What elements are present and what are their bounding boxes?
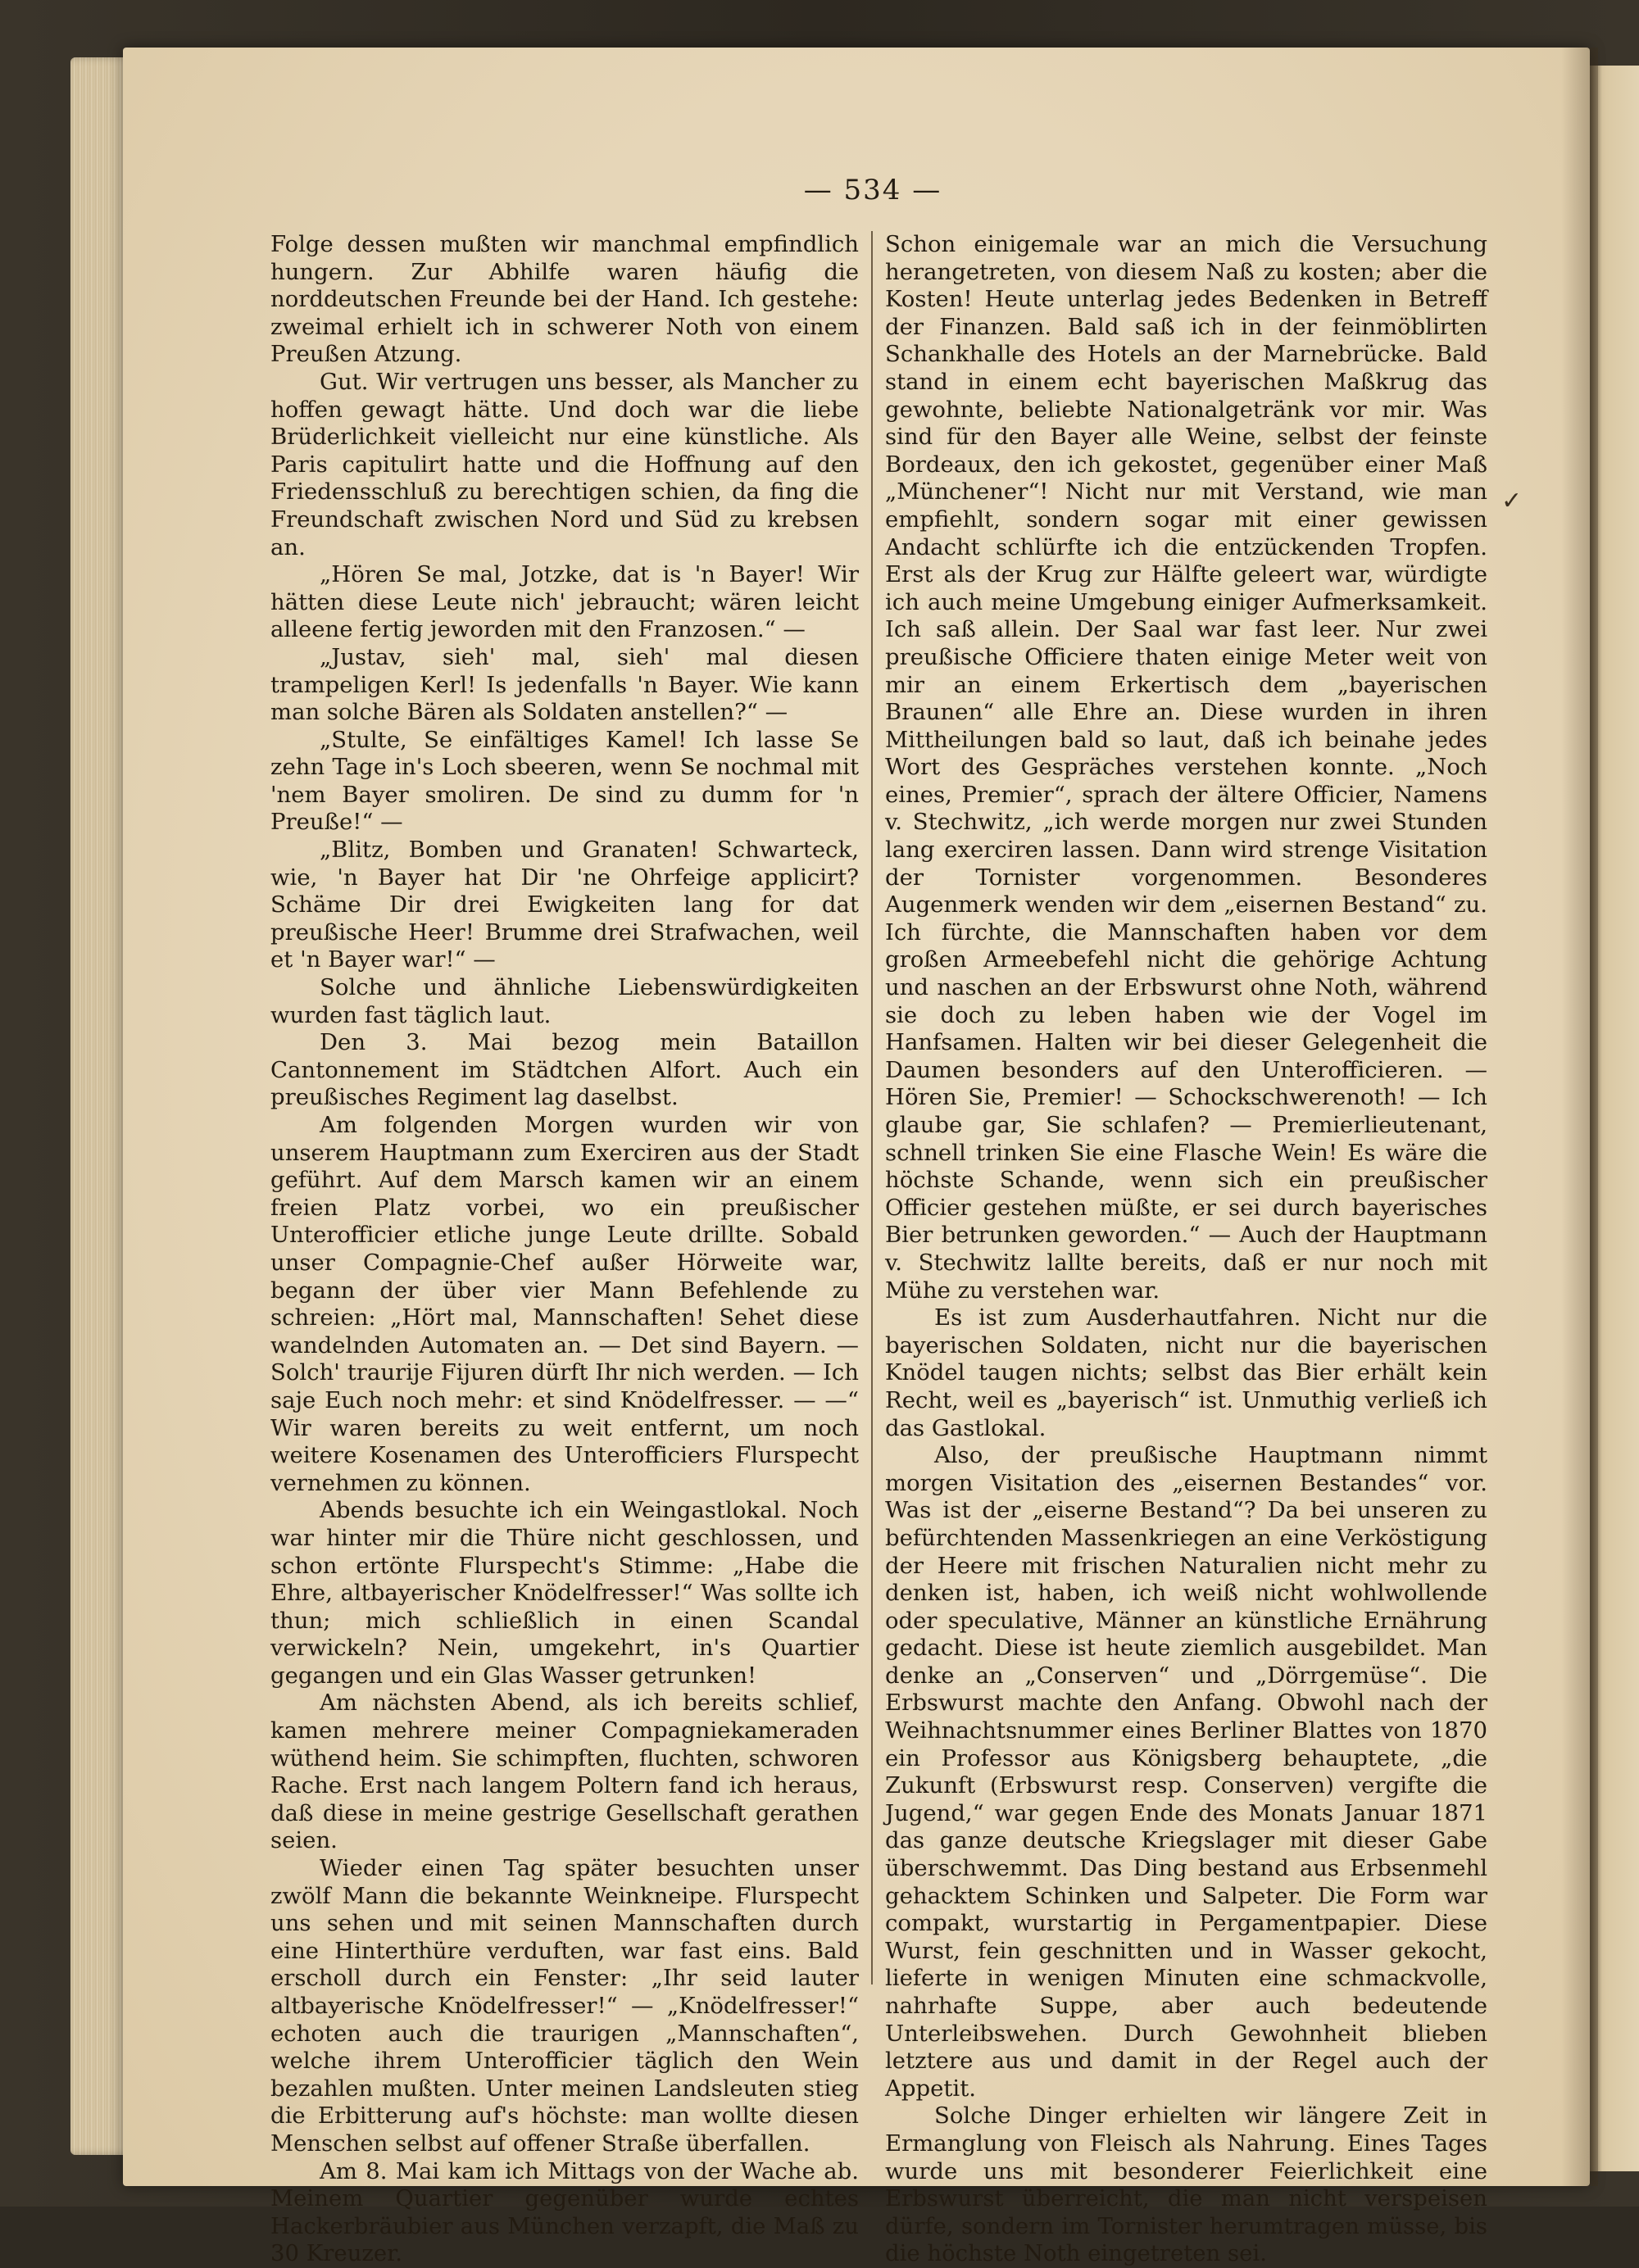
- paragraph: Also, der preußische Hauptmann nimmt morgen Visitation des „eisernen Bestandes“ vor. Was ist der „eiserne Bestand“? Da bei unseren zu befürchtenden Massenkriegen an eine Verköstigung der Heere mit frischen Naturalien nicht mehr zu denken ist, haben, ich weiß nicht wohlwollende oder speculative, Männer an künstliche Ernährung gedacht. Diese ist heute ziemlich ausgebildet. Man denke an „Conserven“ und „Dörrgemüse“. Die Erbswurst machte den Anfang. Obwohl nach der Weihnachtsnummer eines Berliner Blattes von 1870 ein Professor aus Königsberg behauptete, „die Zukunft (Erbswurst resp. Conserven) vergifte die Jugend,“ war gegen Ende des Monats Januar 1871 das ganze deutsche Kriegslager mit dieser Gabe überschwemmt. Das Ding bestand aus Erbsenmehl gehacktem Schinken und Salpeter. Die Form war compakt, wurstartig in Pergamentpapier. Diese Wurst, fein geschnitten und in Wasser gekocht, lieferte in wenigen Minuten eine schmackvolle, nahrhafte Suppe, aber auch bedeutende Unterleibswehen. Durch Gewohnheit blieben letztere aus und damit in der Regel auch der Appetit.: [885, 1442, 1487, 2102]
- left-text-column: [270, 231, 859, 2268]
- paragraph: Abends besuchte ich ein Weingastlokal. Noch war hinter mir die Thüre nicht geschlossen, und schon ertönte Flurspecht's Stimme: „Habe die Ehre, altbayerischer Knödelfresser!“ Was sollte ich thun; mich schließlich in einen Scandal verwickeln? Nein, umgekehrt, in's Quartier gegangen und ein Glas Wasser getrunken!: [270, 1497, 859, 1689]
- paragraph: „Justav, sieh' mal, sieh' mal diesen trampeligen Kerl! Is jedenfalls 'n Bayer. Wie kann man solche Bären als Soldaten anstellen?“ —: [270, 643, 859, 726]
- paragraph: Solche und ähnliche Liebenswürdigkeiten wurden fast täglich laut.: [270, 974, 859, 1028]
- paragraph: „Stulte, Se einfältiges Kamel! Ich lasse Se zehn Tage in's Loch sbeeren, wenn Se nochmal mit 'nem Bayer smoliren. De sind zu dumm for 'n Preuße!“ —: [270, 726, 859, 836]
- paragraph: Den 3. Mai bezog mein Bataillon Cantonnement im Städtchen Alfort. Auch ein preußisches Regiment lag daselbst.: [270, 1029, 859, 1111]
- paragraph: Folge dessen mußten wir manchmal empfindlich hungern. Zur Abhilfe waren häufig die norddeutschen Freunde bei der Hand. Ich gestehe: zweimal erhielt ich in schwerer Noth von einem Preußen Atzung.: [270, 231, 859, 368]
- page-number: — 534 —: [803, 174, 942, 206]
- paragraph: „Blitz, Bomben und Granaten! Schwarteck, wie, 'n Bayer hat Dir 'ne Ohrfeige applicirt? Schäme Dir drei Ewigkeiten lang for dat preußische Heer! Brumme drei Strafwachen, weil et 'n Bayer war!“ —: [270, 837, 859, 973]
- paragraph: Am 8. Mai kam ich Mittags von der Wache ab. Meinem Quartier gegenüber wurde echtes Hackerbräubier aus München verzapft, die Maß zu 30 Kreuzer.: [270, 2157, 859, 2267]
- paragraph: Am nächsten Abend, als ich bereits schlief, kamen mehrere meiner Compagniekameraden wüthend heim. Sie schimpften, fluchten, schworen Rache. Erst nach langem Poltern fand ich heraus, daß diese in meine gestrige Gesellschaft gerathen seien.: [270, 1690, 859, 1854]
- paragraph: Es ist zum Ausderhautfahren. Nicht nur die bayerischen Soldaten, nicht nur die bayerischen Knödel taugen nichts; selbst das Bier erhält kein Recht, weil es „bayerisch“ ist. Unmuthig verließ ich das Gastlokal.: [885, 1304, 1487, 1441]
- paragraph: Schon einigemale war an mich die Versuchung herangetreten, von diesem Naß zu kosten; aber die Kosten! Heute unterlag jedes Bedenken in Betreff der Finanzen. Bald saß ich in der feinmöblirten Schankhalle des Hotels an der Marnebrücke. Bald stand in einem echt bayerischen Maßkrug das gewohnte, beliebte Nationalgetränk vor mir. Was sind für den Bayer alle Weine, selbst der feinste Bordeaux, den ich gekostet, gegenüber einer Maß „Münchener“! Nicht nur mit Verstand, wie man empfiehlt, sondern sogar mit einer gewissen Andacht schlürfte ich die entzückenden Tropfen. Erst als der Krug zur Hälfte geleert war, würdigte ich auch meine Umgebung einiger Aufmerksamkeit. Ich saß allein. Der Saal war fast leer. Nur zwei preußische Officiere thaten einige Meter weit von mir an einem Erkertisch dem „bayerischen Braunen“ alle Ehre an. Diese wurden in ihren Mittheilungen bald so laut, daß ich beinahe jedes Wort des Gespräches verstehen konnte. „Noch eines, Premier“, sprach der ältere Officier, Namens v. Stechwitz, „ich werde morgen nur zwei Stunden lang exerciren lassen. Dann wird strenge Visitation der Tornister vorgenommen. Besonderes Augenmerk wenden wir dem „eisernen Bestand“ zu. Ich fürchte, die Mannschaften haben vor dem großen Armeebefehl nicht die gehörige Achtung und naschen an der Erbswurst ohne Noth, während sie doch zu leben haben wie der Vogel im Hanfsamen. Halten wir bei dieser Gelegenheit die Daumen besonders auf den Unterofficieren. — Hören Sie, Premier! — Schockschwerenoth! — Ich glaube gar, Sie schlafen? — Premierlieutenant, schnell trinken Sie eine Flasche Wein! Es wäre die höchste Schande, wenn sich ein preußischer Officier gestehen müßte, er sei durch bayerisches Bier betrunken geworden.“ — Auch der Hauptmann v. Stechwitz lallte bereits, daß er nur noch mit Mühe zu verstehen war.: [885, 231, 1487, 1304]
- paragraph: „Hören Se mal, Jotzke, dat is 'n Bayer! Wir hätten diese Leute nich' jebraucht; wären leicht alleene fertig jeworden mit den Franzosen.“ —: [270, 561, 859, 643]
- paragraph: Solche Dinger erhielten wir längere Zeit in Ermanglung von Fleisch als Nahrung. Eines Tages wurde uns mit besonderer Feierlichkeit eine Erbswurst überreicht, die man nicht verspeisen dürfe, sondern im Tornister herumtragen müsse, bis die höchste Noth eingetreten sei.: [885, 2102, 1487, 2267]
- paragraph: Wieder einen Tag später besuchten unser zwölf Mann die bekannte Weinkneipe. Flurspecht uns sehen und mit seinen Mannschaften durch eine Hinterthüre verduften, war fast eins. Bald erscholl durch ein Fenster: „Ihr seid lauter altbayerische Knödelfresser!“ — „Knödelfresser!“ echoten auch die traurigen „Mannschaften“, welche ihrem Unterofficier täglich den Wein bezahlen mußten. Unter meinen Landsleuten stieg die Erbitterung auf's höchste: man wollte diesen Menschen selbst auf offener Straße überfallen.: [270, 1855, 859, 2157]
- paragraph: Am folgenden Morgen wurden wir von unserem Hauptmann zum Exerciren aus der Stadt geführt. Auf dem Marsch kamen wir an einem freien Platz vorbei, wo ein preußischer Unterofficier etliche junge Leute drillte. Sobald unser Compagnie-Chef außer Hörweite war, begann der über vier Mann Befehlende zu schreien: „Hört mal, Mannschaften! Sehet diese wandelnden Automaten an. — Det sind Bayern. — Solch' traurije Fijuren dürft Ihr nich werden. — Ich saje Euch noch mehr: et sind Knödelfresser. — —“ Wir waren bereits zu weit entfernt, um noch weitere Kosenamen des Unterofficiers Flurspecht vernehmen zu können.: [270, 1112, 859, 1496]
- right-text-column: [885, 231, 1487, 2268]
- column-divider: [871, 231, 873, 1984]
- paragraph: Gut. Wir vertrugen uns besser, als Mancher zu hoffen gewagt hätte. Und doch war die liebe Brüderlichkeit vielleicht nur eine künstliche. Als Paris capitulirt hatte und die Hoffnung auf den Friedensschluß zu berechtigen schien, da fing die Freundschaft zwischen Nord und Süd zu krebsen an.: [270, 368, 859, 560]
- margin-checkmark: ✓: [1501, 487, 1523, 515]
- gutter-shadow: [1561, 48, 1598, 2186]
